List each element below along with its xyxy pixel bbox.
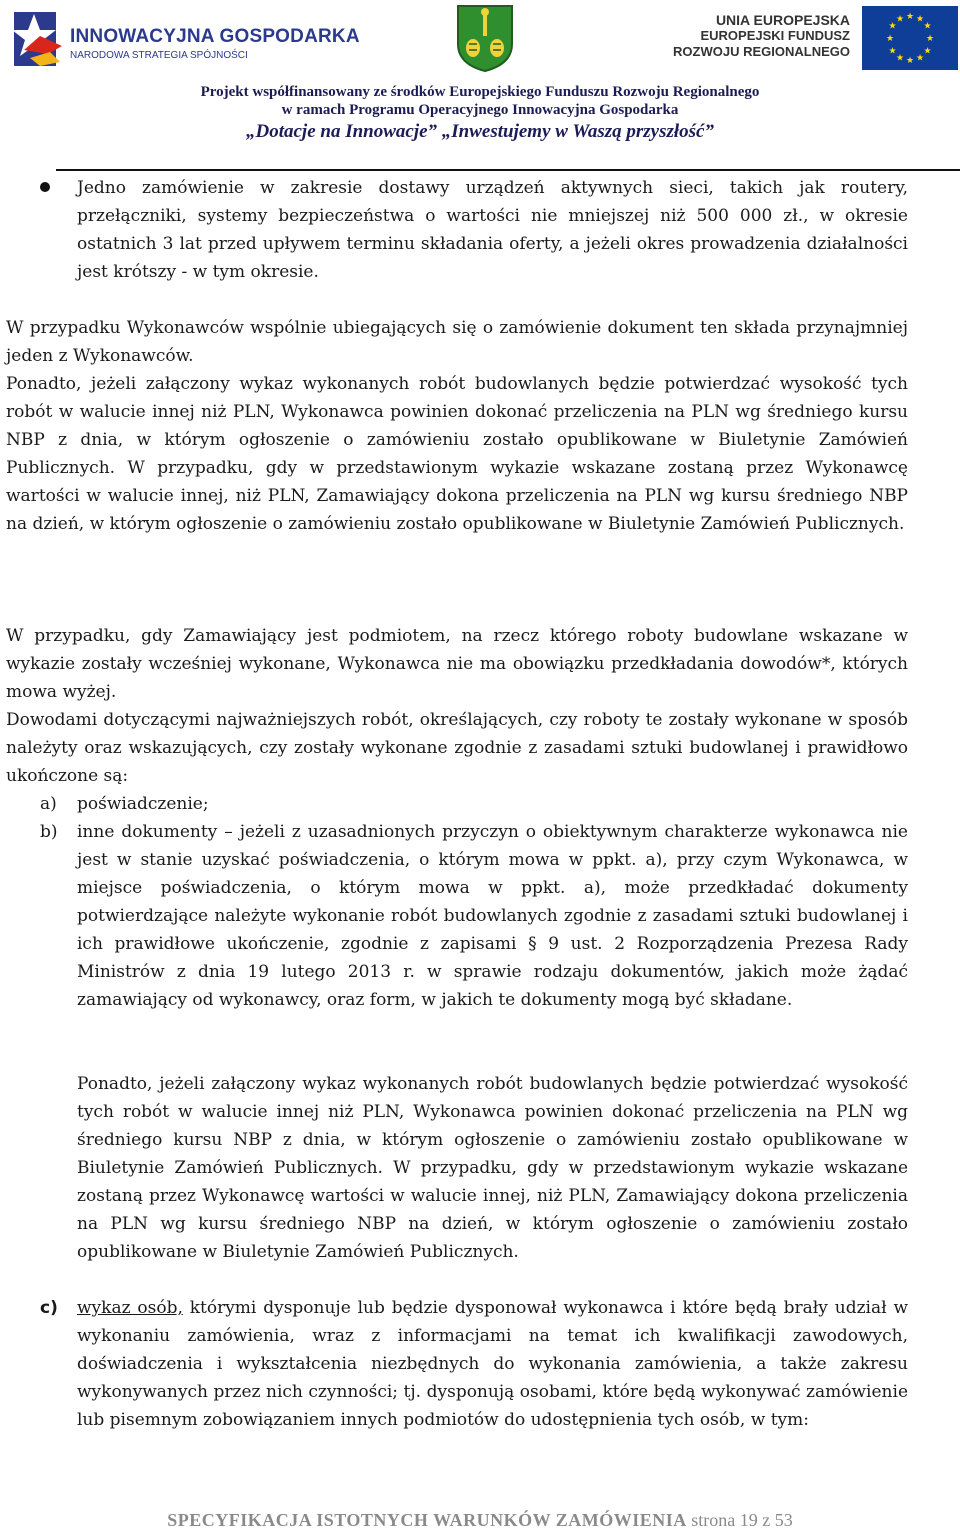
footer-page-of: z (762, 1510, 771, 1530)
bullet-item-text: Jedno zamówienie w zakresie dostawy urządzeń aktywnych sieci, takich jak routery, przełączniki, systemy bezpieczeństwa o wartości nie mniejszej niż 500 000 zł., w okresie ostatnich 3 lat przed upływem terminu składania oferty, a jeżeli okres prowadzenia działalności jest krótszy - w tym okresie. (77, 178, 908, 282)
svg-text:★: ★ (915, 14, 925, 25)
svg-text:★: ★ (885, 34, 895, 44)
eu-logo-line2: EUROPEJSKI FUNDUSZ (700, 28, 850, 43)
municipal-crest-icon (456, 4, 514, 72)
bullet-icon (40, 182, 50, 192)
list-marker-c: c) (40, 1298, 58, 1318)
eu-flag-icon (862, 6, 958, 70)
list-marker-b: b) (40, 822, 58, 842)
project-slogan-line: „Dotacje na Innowacje” „Inwestujemy w Waszą przyszłość” (245, 121, 714, 142)
list-item-c-underlined-term: wykaz osób, (77, 1298, 183, 1318)
footer-document-title: SPECYFIKACJA ISTOTNYCH WARUNKÓW ZAMÓWIENIA (167, 1510, 687, 1530)
eu-erdf-logo (673, 6, 958, 70)
svg-text:★: ★ (895, 53, 905, 64)
footer-page-word: strona (691, 1510, 736, 1530)
svg-text:★: ★ (923, 46, 932, 57)
page-footer (0, 1510, 960, 1531)
ig-logo-title: INNOWACYJNA GOSPODARKA (70, 26, 360, 47)
innowacyjna-gospodarka-logo (10, 6, 360, 72)
paragraph-currency-conversion: Ponadto, jeżeli załączony wykaz wykonanych robót budowlanych będzie potwierdzać wysokość tych robót w walucie innej niż PLN, Wykonawca powinien dokonać przeliczenia na PLN wg średniego kursu NBP z dnia, w którym ogłoszenie o zamówieniu zostało opublikowane w Biuletynie Zamówień Publicznych. W przypadku, gdy w przedstawionym wykazie wskazane zostaną przez Wykonawcę wartości w walucie innej, niż PLN, Zamawiający dokona przeliczenia na PLN wg kursu średniego NBP na dzień, w którym ogłoszenie o zamówieniu zostało opublikowane w Biuletynie Zamówień Publicznych. (6, 374, 908, 534)
footer-page-total: 53 (774, 1510, 793, 1530)
svg-text:★: ★ (905, 56, 915, 66)
list-item-b-currency-text: Ponadto, jeżeli załączony wykaz wykonanych robót budowlanych będzie potwierdzać wysokość tych robót w walucie innej niż PLN, Wykonawca powinien dokonać przeliczenia na PLN wg średniego kursu NBP z dnia, w którym ogłoszenie o zamówieniu zostało opublikowane w Biuletynie Zamówień Publicznych. W przypadku, gdy w przedstawionym wykazie wskazane zostaną przez Wykonawcę wartości w walucie innej, niż PLN, Zamawiający dokona przeliczenia na PLN wg kursu średniego NBP na dzień, w którym ogłoszenie o zamówieniu zostało opublikowane w Biuletynie Zamówień Publicznych. (77, 1074, 908, 1262)
svg-text:★: ★ (915, 53, 925, 64)
eu-logo-line3: ROZWOJU REGIONALNEGO (673, 44, 850, 59)
eu-logo-line1: UNIA EUROPEJSKA (715, 12, 850, 28)
paragraph-contracting-authority: W przypadku, gdy Zamawiający jest podmiotem, na rzecz którego roboty budowlane wskazane w wykazie zostały wcześniej wykonane, Wykonawca nie ma obowiązku przedkładania dowodów*, których mowa wyżej. (6, 626, 908, 702)
svg-text:★: ★ (888, 21, 897, 32)
eu-logo-text (673, 12, 850, 60)
ig-logo-subtitle: NARODOWA STRATEGIA SPÓJNOŚCI (70, 50, 248, 61)
list-item-a-text: poświadczenie; (77, 794, 209, 814)
footer-page-number: 19 (739, 1510, 758, 1530)
project-programme-line: w ramach Programu Operacyjnego Innowacyjna Gospodarka (281, 102, 679, 118)
project-cofinancing-line: Projekt współfinansowany ze środków Europejskiego Funduszu Rozwoju Regionalnego (200, 84, 760, 100)
list-item-c (77, 1294, 908, 1434)
paragraph-consortium: W przypadku Wykonawców wspólnie ubiegających się o zamówienie dokument ten składa przynajmniej jeden z Wykonawców. (6, 318, 908, 366)
svg-text:★: ★ (888, 46, 897, 57)
ig-star-icon (10, 6, 66, 70)
svg-text:★: ★ (895, 14, 905, 25)
page-header (0, 0, 960, 172)
svg-text:★: ★ (923, 21, 932, 32)
list-marker-a: a) (40, 794, 57, 814)
list-item-b-text: inne dokumenty – jeżeli z uzasadnionych przyczyn o obiektywnym charakterze wykonawca nie jest w stanie uzyskać poświadczenia, o którym mowa w ppkt. a), przy czym Wykonawca, w miejsce poświadczenia, o którym mowa w ppkt. a), może przedkładać dokumenty potwierdzające należyte wykonanie robót budowlanych zgodnie z zasadami sztuki budowlanej i ich prawidłowe ukończenie, zgodnie z zapisami § 9 ust. 2 Rozporządzenia Prezesa Rady Ministrów z dnia 19 lutego 2013 r. w sprawie rodzaju dokumentów, jakich może żądać zamawiający od wykonawcy, oraz form, w jakich te dokumenty mogą być składane. (77, 822, 908, 1010)
header-divider (56, 169, 960, 171)
svg-text:★: ★ (905, 12, 915, 22)
svg-text:★: ★ (925, 34, 935, 44)
list-item-c-text: którymi dysponuje lub będzie dysponował wykonawca i które będą brały udział w wykonaniu zamówienia, wraz z informacjami na temat ich kwalifikacji zawodowych, doświadczenia i wykształcenia niezbędnych do wykonania zamówienia, a także zakresu wykonywanych przez nich czynności; tj. dysponują osobami, które będą wykonywać zamówienie lub pisemnym zobowiązaniem innych podmiotów do udostępnienia tych osób, w tym: (77, 1298, 908, 1430)
paragraph-evidence: Dowodami dotyczącymi najważniejszych robót, określających, czy roboty te zostały wykonane w sposób należyty oraz wskazujących, czy zostały wykonane zgodnie z zasadami sztuki budowlanej i prawidłowo ukończone są: (6, 710, 908, 786)
